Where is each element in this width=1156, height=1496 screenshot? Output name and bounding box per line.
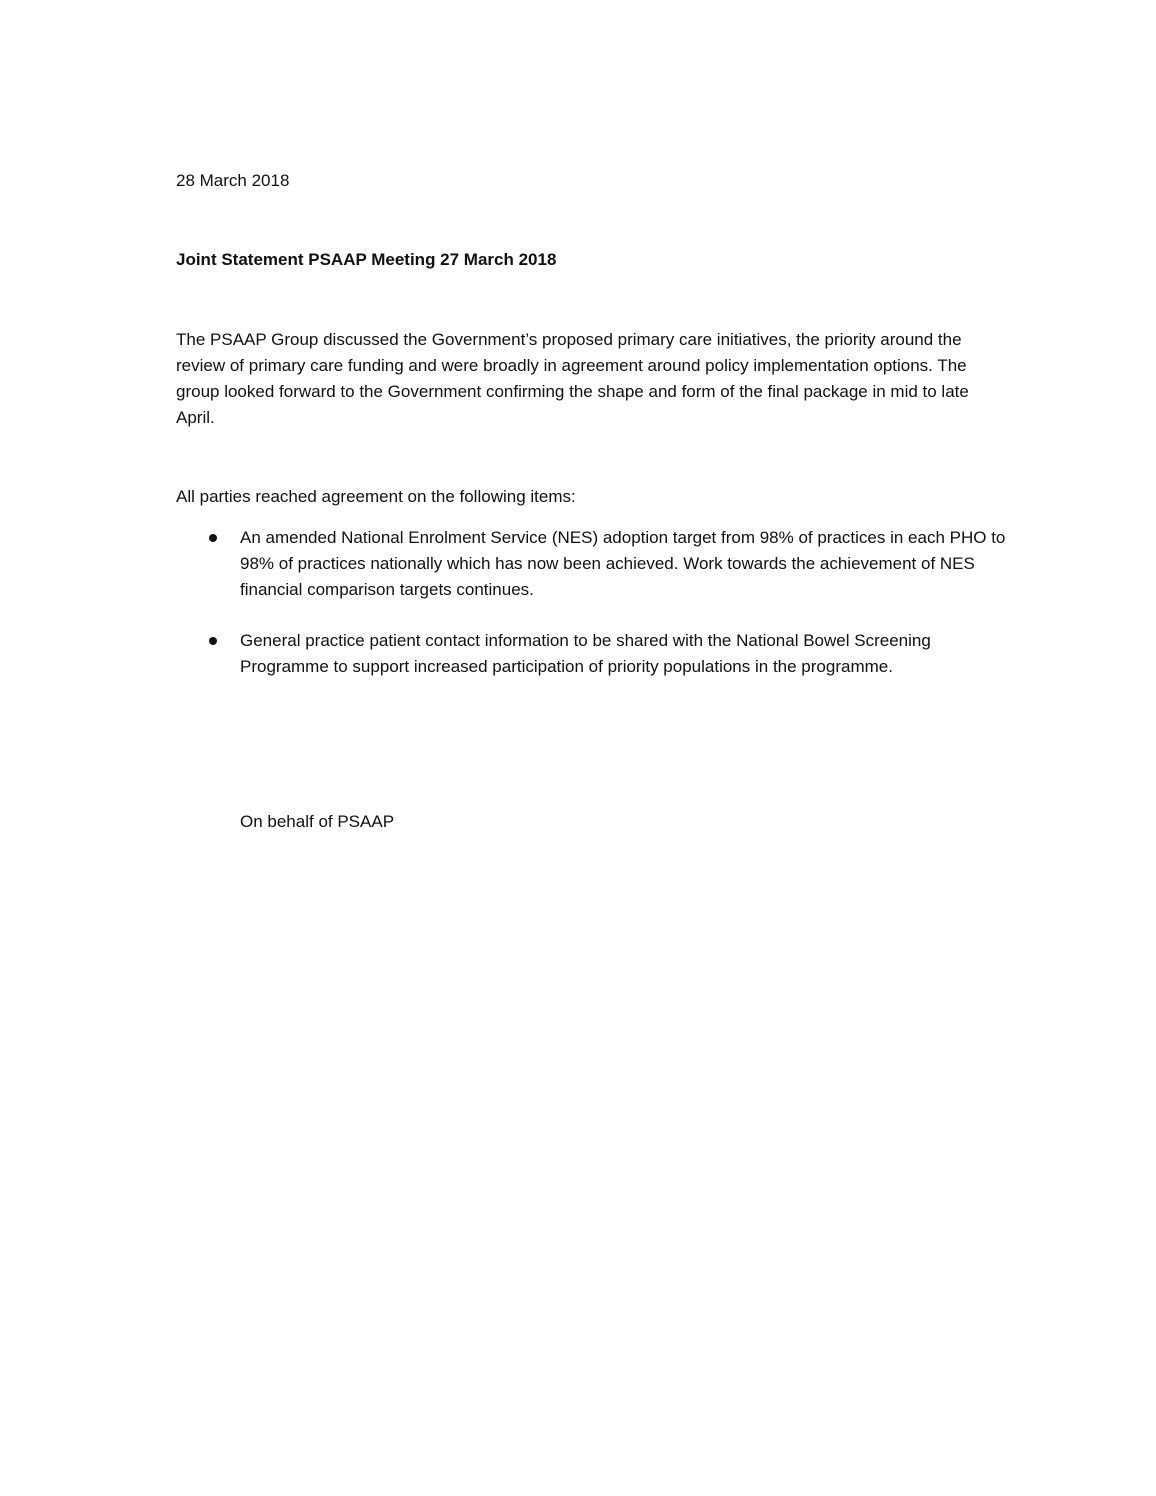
agreement-item — [176, 525, 1006, 603]
agreement-item-text: An amended National Enrolment Service (NES) adoption target from 98% of practices in each PHO to 98% of practices nationally which has now been achieved. Work towards the achievement of NES financial comparison targets continues. — [240, 528, 1006, 599]
bullet-icon — [209, 534, 217, 542]
summary-paragraph: The PSAAP Group discussed the Government’s proposed primary care initiatives, the priority around the review of primary care funding and were broadly in agreement around policy implementation options. The group looked forward to the Government confirming the shape and form of the final package in mid to late April. — [176, 330, 969, 427]
document-title: Joint Statement PSAAP Meeting 27 March 2018 — [176, 250, 557, 269]
agreement-list — [176, 525, 1006, 705]
agreement-intro: All parties reached agreement on the following items: — [176, 487, 576, 506]
agreement-item-text: General practice patient contact information to be shared with the National Bowel Screening Programme to support increased participation of priority populations in the programme. — [240, 631, 931, 676]
signoff: On behalf of PSAAP — [240, 812, 395, 831]
document-date: 28 March 2018 — [176, 171, 290, 190]
agreement-item — [176, 628, 1006, 680]
bullet-icon — [209, 637, 217, 645]
